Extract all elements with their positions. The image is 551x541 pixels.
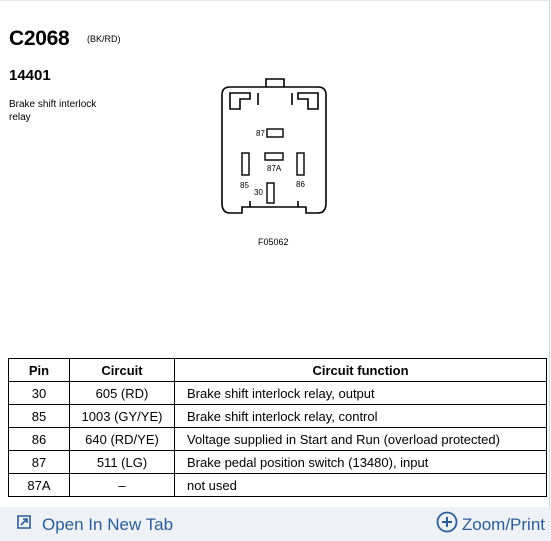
cell-pin: 86 [9,428,70,451]
table-header-row [9,359,547,382]
part-number: 14401 [9,67,51,84]
cell-pin: 30 [9,382,70,405]
cell-circuit: 640 (RD/YE) [70,428,175,451]
terminal-87 [267,129,283,137]
pin-table [8,358,547,497]
cell-pin: 87 [9,451,70,474]
cell-circuit: – [70,474,175,497]
table-row [9,451,547,474]
connector-color: (BK/RD) [87,34,121,44]
cell-pin: 87A [9,474,70,497]
cell-function: Voltage supplied in Start and Run (overload protected) [175,428,547,451]
terminal-label-85: 85 [240,181,249,190]
column-header-circuit-function: Circuit function [175,359,547,382]
zoom-print-label: Zoom/Print [461,514,545,534]
table-row [9,382,547,405]
cell-function: Brake shift interlock relay, output [175,382,547,405]
terminal-label-30: 30 [254,188,263,197]
table-row [9,428,547,451]
figure-code: F05062 [258,237,289,247]
relay-connector-diagram [210,71,340,251]
cell-circuit: 1003 (GY/YE) [70,405,175,428]
open-in-new-tab-label: Open In New Tab [42,514,174,534]
cell-function: Brake shift interlock relay, control [175,405,547,428]
column-header-circuit: Circuit [70,359,175,382]
terminal-label-87a: 87A [267,164,282,173]
zoom-plus-icon [436,511,458,538]
terminal-label-87: 87 [256,129,265,138]
open-in-new-tab-icon [16,514,32,535]
part-description: Brake shift interlock relay [9,99,97,123]
cell-function: Brake pedal position switch (13480), input [175,451,547,474]
zoom-print-button[interactable] [436,511,545,538]
terminal-85 [242,153,249,175]
cell-pin: 85 [9,405,70,428]
terminal-30 [267,183,274,203]
terminal-86 [297,153,304,175]
table-row [9,405,547,428]
footer-bar [0,507,551,541]
terminal-87a [265,153,283,160]
cell-circuit: 605 (RD) [70,382,175,405]
cell-function: not used [175,474,547,497]
terminal-label-86: 86 [296,180,305,189]
cell-circuit: 511 (LG) [70,451,175,474]
connector-id: C2068 [9,27,70,50]
open-in-new-tab-button[interactable] [16,514,173,535]
column-header-pin: Pin [9,359,70,382]
connector-latch [266,79,284,87]
table-row [9,474,547,497]
